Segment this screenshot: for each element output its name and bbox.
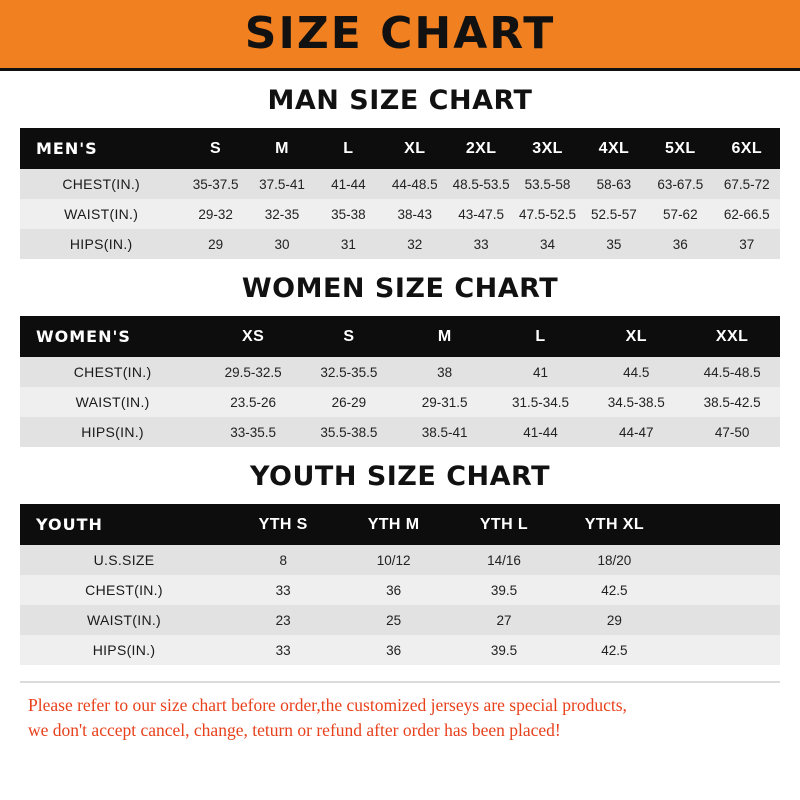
section-title-man: MAN SIZE CHART xyxy=(267,85,533,116)
section-man xyxy=(20,85,780,259)
header-cell: S xyxy=(182,128,248,169)
table-cell: 29 xyxy=(182,229,248,259)
table-cell: 41-44 xyxy=(315,169,381,199)
table-cell-spacer xyxy=(670,545,780,575)
table-cell: 57-62 xyxy=(647,199,713,229)
man-table-body xyxy=(20,169,780,259)
table-cell: 25 xyxy=(338,605,448,635)
table-cell: 63-67.5 xyxy=(647,169,713,199)
row-label: WAIST(IN.) xyxy=(20,199,182,229)
content xyxy=(0,85,800,744)
women-table-body xyxy=(20,357,780,447)
table-cell: 47-50 xyxy=(684,417,780,447)
table-cell: 62-66.5 xyxy=(714,199,780,229)
youth-size-table xyxy=(20,504,780,665)
table-row xyxy=(20,387,780,417)
table-cell: 41 xyxy=(493,357,589,387)
table-cell: 35-38 xyxy=(315,199,381,229)
table-cell: 37 xyxy=(714,229,780,259)
footer-note xyxy=(20,681,780,744)
footer-line-2: we don't accept cancel, change, teturn or refund after order has been placed! xyxy=(28,720,561,741)
header-cell: 4XL xyxy=(581,128,647,169)
table-cell: 23.5-26 xyxy=(205,387,301,417)
table-cell: 33 xyxy=(228,635,338,665)
table-cell: 32 xyxy=(382,229,448,259)
table-cell: 10/12 xyxy=(338,545,448,575)
table-cell: 29-32 xyxy=(182,199,248,229)
table-cell: 32.5-35.5 xyxy=(301,357,397,387)
table-cell-spacer xyxy=(670,575,780,605)
table-row xyxy=(20,357,780,387)
header-cell: L xyxy=(493,316,589,357)
row-label: HIPS(IN.) xyxy=(20,229,182,259)
table-cell: 34 xyxy=(514,229,580,259)
table-row xyxy=(20,605,780,635)
table-row xyxy=(20,169,780,199)
table-cell: 44-47 xyxy=(588,417,684,447)
row-label: CHEST(IN.) xyxy=(20,357,205,387)
row-label: U.S.SIZE xyxy=(20,545,228,575)
table-cell: 41-44 xyxy=(493,417,589,447)
table-header-row xyxy=(20,128,780,169)
table-cell: 31 xyxy=(315,229,381,259)
header-cell: 5XL xyxy=(647,128,713,169)
table-row xyxy=(20,417,780,447)
table-cell: 36 xyxy=(338,575,448,605)
table-cell: 31.5-34.5 xyxy=(493,387,589,417)
table-cell: 36 xyxy=(338,635,448,665)
table-cell: 18/20 xyxy=(559,545,669,575)
table-cell: 29-31.5 xyxy=(397,387,493,417)
table-cell: 47.5-52.5 xyxy=(514,199,580,229)
table-header-row xyxy=(20,316,780,357)
table-cell-spacer xyxy=(670,605,780,635)
header-cell: 3XL xyxy=(514,128,580,169)
header-cell: XL xyxy=(588,316,684,357)
table-cell: 32-35 xyxy=(249,199,315,229)
table-cell: 38-43 xyxy=(382,199,448,229)
row-label: CHEST(IN.) xyxy=(20,169,182,199)
table-cell: 33 xyxy=(228,575,338,605)
table-cell: 36 xyxy=(647,229,713,259)
section-title-women: WOMEN SIZE CHART xyxy=(241,273,559,304)
section-title-youth: YOUTH SIZE CHART xyxy=(249,461,551,492)
table-cell: 27 xyxy=(449,605,559,635)
table-cell: 67.5-72 xyxy=(714,169,780,199)
table-cell: 35-37.5 xyxy=(182,169,248,199)
header-cell: XL xyxy=(382,128,448,169)
table-cell: 33-35.5 xyxy=(205,417,301,447)
section-women xyxy=(20,273,780,447)
header-cell: M xyxy=(397,316,493,357)
table-cell: 42.5 xyxy=(559,575,669,605)
row-label: WAIST(IN.) xyxy=(20,387,205,417)
table-cell: 35.5-38.5 xyxy=(301,417,397,447)
table-cell: 44-48.5 xyxy=(382,169,448,199)
header-cell: M xyxy=(249,128,315,169)
header-cell: YTH M xyxy=(338,504,448,545)
banner xyxy=(0,0,800,71)
header-cell: WOMEN'S xyxy=(20,316,205,357)
table-cell: 37.5-41 xyxy=(249,169,315,199)
header-cell: XS xyxy=(205,316,301,357)
table-cell: 39.5 xyxy=(449,575,559,605)
table-cell: 35 xyxy=(581,229,647,259)
women-size-table xyxy=(20,316,780,447)
table-cell: 29.5-32.5 xyxy=(205,357,301,387)
women-table-head xyxy=(20,316,780,357)
page-title: SIZE CHART xyxy=(244,8,556,59)
section-youth xyxy=(20,461,780,665)
table-cell: 33 xyxy=(448,229,514,259)
table-cell: 8 xyxy=(228,545,338,575)
header-cell: YTH XL xyxy=(559,504,669,545)
youth-table-body xyxy=(20,545,780,665)
table-cell: 38.5-41 xyxy=(397,417,493,447)
header-cell: 6XL xyxy=(714,128,780,169)
table-cell: 44.5-48.5 xyxy=(684,357,780,387)
table-cell: 30 xyxy=(249,229,315,259)
row-label: HIPS(IN.) xyxy=(20,417,205,447)
header-cell: XXL xyxy=(684,316,780,357)
table-cell: 38 xyxy=(397,357,493,387)
table-cell: 43-47.5 xyxy=(448,199,514,229)
man-size-table xyxy=(20,128,780,259)
table-cell: 39.5 xyxy=(449,635,559,665)
header-cell: YTH L xyxy=(449,504,559,545)
header-cell: YOUTH xyxy=(20,504,228,545)
table-cell-spacer xyxy=(670,635,780,665)
table-row xyxy=(20,545,780,575)
table-cell: 38.5-42.5 xyxy=(684,387,780,417)
table-header-row xyxy=(20,504,780,545)
table-cell: 14/16 xyxy=(449,545,559,575)
table-row xyxy=(20,229,780,259)
table-row xyxy=(20,199,780,229)
table-row xyxy=(20,635,780,665)
row-label: HIPS(IN.) xyxy=(20,635,228,665)
man-table-head xyxy=(20,128,780,169)
header-cell: 2XL xyxy=(448,128,514,169)
table-cell: 23 xyxy=(228,605,338,635)
footer-line-1: Please refer to our size chart before order,the customized jerseys are special products, xyxy=(28,695,627,715)
table-cell: 52.5-57 xyxy=(581,199,647,229)
table-cell: 53.5-58 xyxy=(514,169,580,199)
table-cell: 42.5 xyxy=(559,635,669,665)
table-cell: 44.5 xyxy=(588,357,684,387)
table-cell: 58-63 xyxy=(581,169,647,199)
youth-table-head xyxy=(20,504,780,545)
table-cell: 34.5-38.5 xyxy=(588,387,684,417)
row-label: CHEST(IN.) xyxy=(20,575,228,605)
table-row xyxy=(20,575,780,605)
header-spacer xyxy=(670,504,780,545)
row-label: WAIST(IN.) xyxy=(20,605,228,635)
table-cell: 26-29 xyxy=(301,387,397,417)
header-cell: S xyxy=(301,316,397,357)
table-cell: 48.5-53.5 xyxy=(448,169,514,199)
header-cell: YTH S xyxy=(228,504,338,545)
header-cell: MEN'S xyxy=(20,128,182,169)
table-cell: 29 xyxy=(559,605,669,635)
header-cell: L xyxy=(315,128,381,169)
